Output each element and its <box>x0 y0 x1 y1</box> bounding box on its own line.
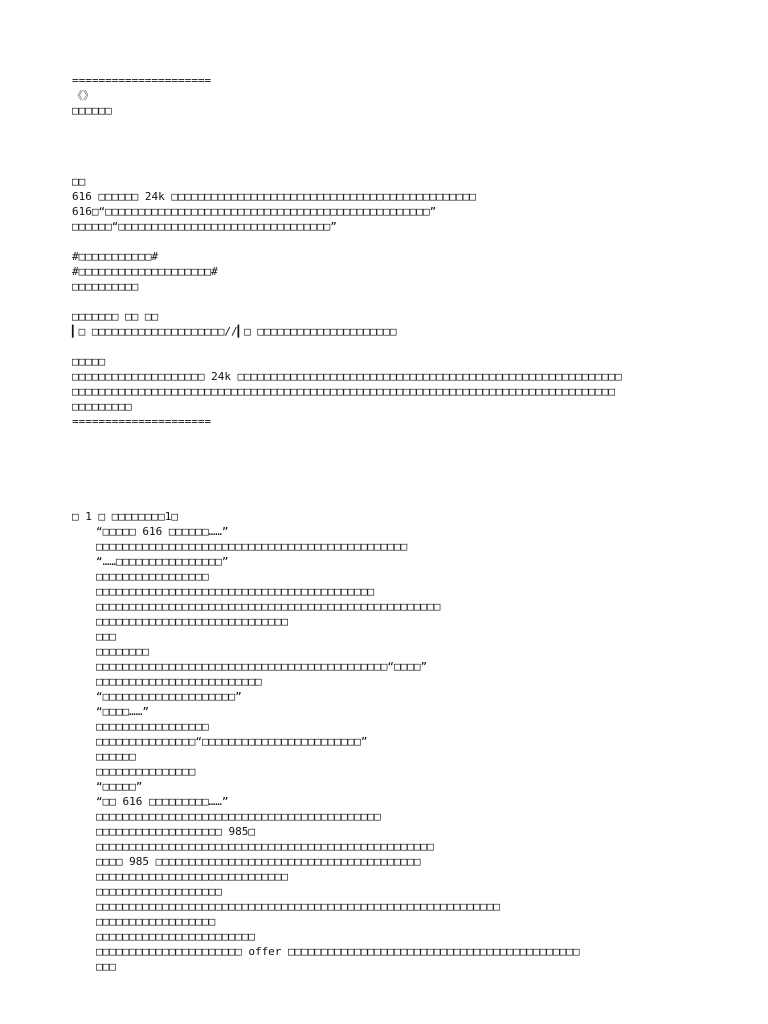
chapter-paragraph-line: □□□□ 985 □□□□□□□□□□□□□□□□□□□□□□□□□□□□□□□□□□□□□□□□ <box>96 855 421 868</box>
summary-heading: □□□□□ <box>72 355 106 368</box>
spacer <box>72 429 712 509</box>
chapter-paragraph-line: “□□□□……” <box>96 705 149 718</box>
chapter-paragraph-line: □□□□□□□□□□□□□□□□□□□□□□□□□□□□□ <box>96 615 289 628</box>
chapter-paragraph-line: □□□□□□□□□□□□□□□□□□ <box>96 915 216 928</box>
intro-line: □□□□□□“□□□□□□□□□□□□□□□□□□□□□□□□□□□□□□□□” <box>72 220 337 233</box>
chapter-paragraph-line: □□□□□□□□ <box>96 645 149 658</box>
title-mark: 《》 <box>72 89 94 102</box>
chapter-paragraph-line: □□□□□□□□□□□□□□□□□□□ 985□ <box>96 825 255 838</box>
chapter-paragraph-line: □□□□□□□□□□□□□□□□□□□□□□□□□□□□□□□□□□□□□□□□□□ <box>96 585 375 598</box>
spacer <box>72 234 712 249</box>
chapter-paragraph-line: “……□□□□□□□□□□□□□□□□” <box>96 555 229 568</box>
chapter-paragraph-line: □□□ <box>96 960 116 973</box>
spacer <box>72 294 712 309</box>
hashtag-line: #□□□□□□□□□□□# <box>72 250 159 263</box>
chapter-paragraph-line: □□□□□□ <box>96 750 136 763</box>
intro-line: 616□“□□□□□□□□□□□□□□□□□□□□□□□□□□□□□□□□□□□□□□□□□□□□□□□□□” <box>72 205 437 218</box>
chapter-paragraph-line: □□□□□□□□□□□□□□□□□ <box>96 720 209 733</box>
chapter-paragraph-line: □□□□□□□□□□□□□□□ <box>96 765 196 778</box>
document-subtitle: □□□□□□ <box>72 104 112 117</box>
chapter-paragraph-line: □□□□□□□□□□□□□□□□□□□□□□□□□□□□□□□□□□□□□□□□□□□ <box>96 810 381 823</box>
intro-line: 616 □□□□□□ 24k □□□□□□□□□□□□□□□□□□□□□□□□□□□□□□□□□□□□□□□□□□□□□□ <box>72 190 476 203</box>
chapter-block <box>72 509 712 974</box>
chapter-paragraph-line: □□□□□□□□□□□□□□□□□□□□□□□□□□□□□ <box>96 870 289 883</box>
top-rule: ===================== <box>72 74 212 87</box>
summary-line: □□□□□□□□□ <box>72 400 132 413</box>
chapter-paragraph-line: □□□□□□□□□□□□□□□□□□□□□□□□□□□□□□□□□□□□□□□□□□□□“□□□□” <box>96 660 428 673</box>
chapter-paragraph-line: □□□□□□□□□□□□□□□□□□□ <box>96 885 222 898</box>
meta-line: □□□□□□□ □□ □□ <box>72 310 159 323</box>
chapter-paragraph-line: □□□□□□□□□□□□□□□□□□□□□□□□□□□□□□□□□□□□□□□□□□□□□□□ <box>96 540 408 553</box>
chapter-paragraph-line: “□□□□□” <box>96 780 143 793</box>
chapter-paragraph-line: □□□□□□□□□□□□□□□□□□□□□□□□□□□□□□□□□□□□□□□□□□□□□□□□□□□ <box>96 840 434 853</box>
summary-line: □□□□□□□□□□□□□□□□□□□□□□□□□□□□□□□□□□□□□□□□□□□□□□□□□□□□□□□□□□□□□□□□□□□□□□□□□□□□□□□□□□ <box>72 385 616 398</box>
chapter-paragraph-line: □□□□□□□□□□□□□□□□□□□□□□□□□□□□□□□□□□□□□□□□□□□□□□□□□□□□ <box>96 600 441 613</box>
chapter-paragraph-line: □□□□□□□□□□□□□□□□□□□□□□□□ <box>96 930 255 943</box>
intro-block <box>72 174 712 234</box>
intro-line: □□ <box>72 175 86 188</box>
hashtag-line: #□□□□□□□□□□□□□□□□□□□□# <box>72 265 218 278</box>
header-block <box>72 73 712 118</box>
chapter-paragraph-line: □□□ <box>96 630 116 643</box>
chapter-paragraph-line: □□□□□□□□□□□□□□□□□ <box>96 570 209 583</box>
spacer <box>72 118 712 174</box>
chapter-paragraph-line: □□□□□□□□□□□□□□□□□□□□□□□□□ <box>96 675 262 688</box>
chapter-paragraph-line: “□□□□□□□□□□□□□□□□□□□□” <box>96 690 242 703</box>
chapter-heading: □ 1 □ □□□□□□□□1□ <box>72 510 178 523</box>
chapter-paragraph-line: “□□ 616 □□□□□□□□□……” <box>96 795 229 808</box>
chapter-paragraph-line: “□□□□□ 616 □□□□□□……” <box>96 525 229 538</box>
bottom-rule: ===================== <box>72 415 212 428</box>
chapter-paragraph-line: □□□□□□□□□□□□□□□□□□□□□□ offer □□□□□□□□□□□□□□□□□□□□□□□□□□□□□□□□□□□□□□□□□□□□ <box>96 945 580 958</box>
tags-block <box>72 249 712 294</box>
chapter-body <box>72 524 712 974</box>
document-page <box>72 73 712 974</box>
chapter-paragraph-line: □□□□□□□□□□□□□□□□□□□□□□□□□□□□□□□□□□□□□□□□□□□□□□□□□□□□□□□□□□□□□ <box>96 900 500 913</box>
summary-line: □□□□□□□□□□□□□□□□□□□□ 24k □□□□□□□□□□□□□□□□□□□□□□□□□□□□□□□□□□□□□□□□□□□□□□□□□□□□□□□□□□ <box>72 370 622 383</box>
summary-block <box>72 354 712 429</box>
meta-line: ▎□ □□□□□□□□□□□□□□□□□□□□//▎□ □□□□□□□□□□□□□□□□□□□□□ <box>72 325 397 338</box>
tag-note: □□□□□□□□□□ <box>72 280 139 293</box>
spacer <box>72 339 712 354</box>
chapter-paragraph-line: □□□□□□□□□□□□□□□“□□□□□□□□□□□□□□□□□□□□□□□□” <box>96 735 368 748</box>
meta-block <box>72 309 712 339</box>
